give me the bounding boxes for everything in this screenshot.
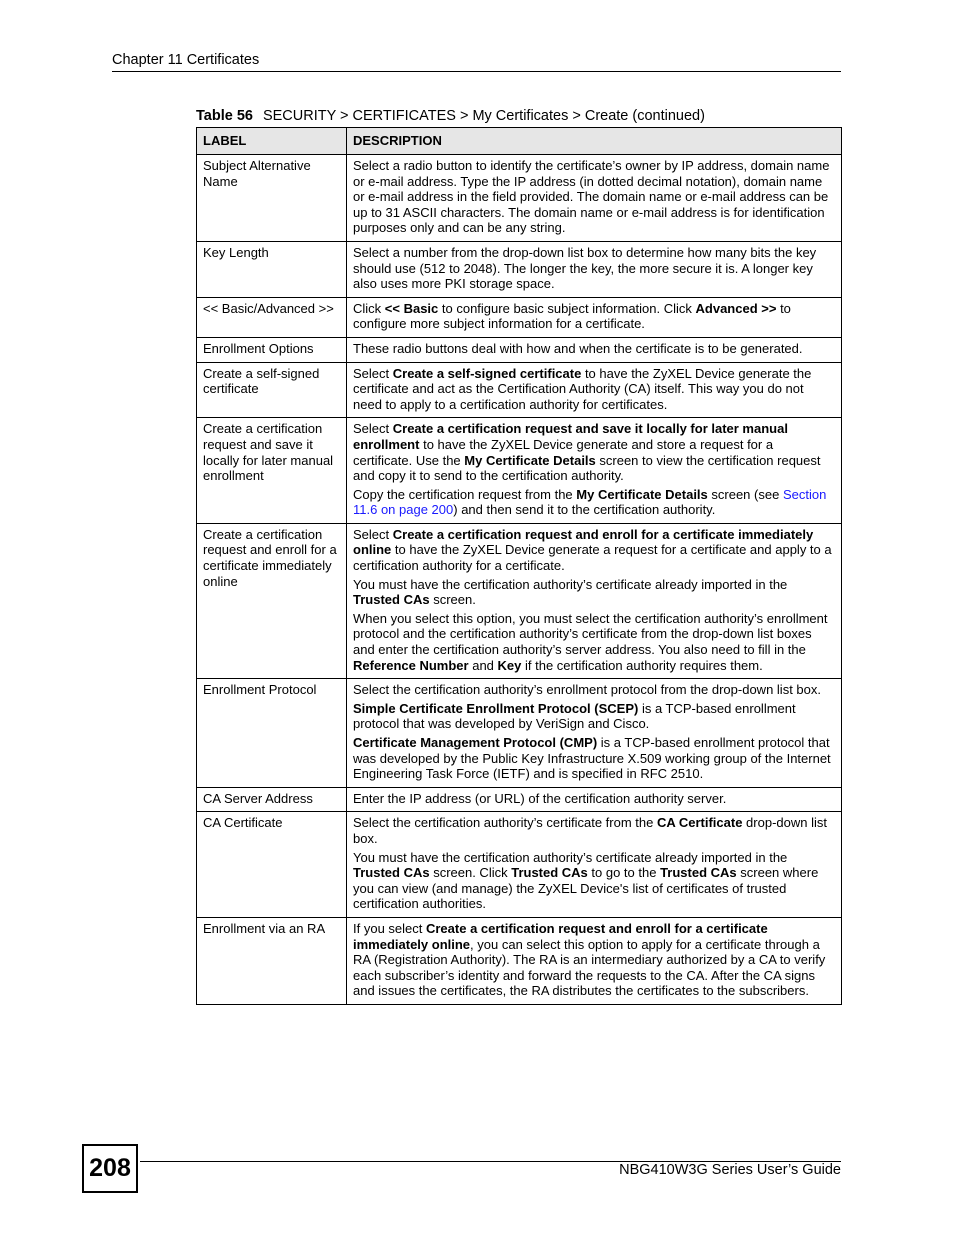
bold-term: Create a certification request and save it locally for later manual enrollment bbox=[353, 421, 788, 452]
description-paragraph bbox=[353, 245, 835, 292]
description-paragraph bbox=[353, 421, 835, 483]
bold-term: My Certificate Details bbox=[576, 486, 708, 502]
description-paragraph bbox=[353, 682, 835, 698]
description-paragraph bbox=[353, 611, 835, 673]
row-label: Subject Alternative Name bbox=[197, 155, 347, 242]
description-text: You must have the certification authority’s certificate already imported in the bbox=[353, 849, 788, 865]
description-text: Select a number from the drop-down list box to determine how many bits the key should use (512 to 2048). The longer the key, the more secure it is. A longer key also uses more PKI storage space. bbox=[353, 244, 817, 292]
row-description bbox=[347, 523, 842, 678]
row-description bbox=[347, 241, 842, 297]
section-link[interactable]: Section 11.6 on page 200 bbox=[353, 486, 827, 518]
guide-title: NBG410W3G Series User’s Guide bbox=[619, 1162, 841, 1178]
row-description bbox=[347, 155, 842, 242]
row-label: << Basic/Advanced >> bbox=[197, 297, 347, 337]
description-text: When you select this option, you must select the certification authority’s enrollment protocol and the certification authority’s certificate from the drop-down list boxes and enter the certification authority’s server address. You also need to fill in the bbox=[353, 610, 828, 658]
description-text: to configure basic subject information. Click bbox=[438, 300, 696, 316]
row-label: Key Length bbox=[197, 241, 347, 297]
description-text: Select bbox=[353, 421, 393, 437]
description-text: If you select bbox=[353, 920, 426, 936]
table-row bbox=[197, 297, 842, 337]
description-paragraph bbox=[353, 815, 835, 846]
row-label: Create a self-signed certificate bbox=[197, 362, 347, 418]
row-description bbox=[347, 362, 842, 418]
description-paragraph bbox=[353, 301, 835, 332]
description-text: Select bbox=[353, 526, 393, 542]
chapter-header: Chapter 11 Certificates bbox=[112, 52, 260, 68]
description-text: , you can select this option to apply for a certificate through a RA (Registration Authority). The RA is an intermediary authorized by a CA to verify each subscriber’s identity and forward the requests to the CA. After the CA signs and issues the certificates, the RA distributes the certificates to the subscribers. bbox=[353, 936, 826, 999]
row-description bbox=[347, 812, 842, 918]
row-description bbox=[347, 917, 842, 1004]
description-text: is a TCP-based enrollment protocol that was developed by VeriSign and Cisco. bbox=[353, 700, 796, 732]
table-row bbox=[197, 787, 842, 812]
description-text: drop-down list box. bbox=[353, 815, 827, 846]
description-text: to have the ZyXEL Device generate a request for a certificate and apply to a certification authority for a certificate. bbox=[353, 542, 832, 574]
bold-term: Certificate Management Protocol (CMP) bbox=[353, 735, 598, 750]
description-paragraph bbox=[353, 701, 835, 732]
description-text: screen. Click bbox=[429, 865, 512, 881]
table-row bbox=[197, 679, 842, 788]
row-description bbox=[347, 787, 842, 812]
description-text: to go to the bbox=[587, 865, 661, 881]
description-text: to configure more subject information for a certificate. bbox=[353, 300, 791, 332]
description-column-header: DESCRIPTION bbox=[347, 128, 842, 155]
description-text: and bbox=[468, 657, 498, 673]
description-text: Select bbox=[353, 365, 393, 381]
table-number: Table 56 bbox=[196, 108, 253, 124]
row-label: Enrollment via an RA bbox=[197, 917, 347, 1004]
row-description bbox=[347, 418, 842, 524]
label-column-header: LABEL bbox=[197, 128, 347, 155]
description-paragraph bbox=[353, 921, 835, 999]
description-paragraph bbox=[353, 735, 835, 782]
description-paragraph bbox=[353, 791, 835, 807]
bold-term: Trusted CAs bbox=[511, 865, 588, 881]
description-paragraph bbox=[353, 366, 835, 413]
bold-term: My Certificate Details bbox=[464, 452, 596, 468]
table-row bbox=[197, 917, 842, 1004]
row-label: CA Certificate bbox=[197, 812, 347, 918]
table-row bbox=[197, 241, 842, 297]
bold-term: Trusted CAs bbox=[353, 592, 430, 608]
row-description bbox=[347, 679, 842, 788]
description-paragraph bbox=[353, 487, 835, 518]
bold-term: Create a self-signed certificate bbox=[392, 365, 582, 381]
bold-term: Key bbox=[497, 657, 522, 673]
bold-term: Create a certification request and enroll for a certificate immediately online bbox=[353, 526, 814, 558]
description-text: to have the ZyXEL Device generate the certificate and act as the Certification Authority (CA) itself. This way you do not need to apply to a certification authority for certificates. bbox=[353, 365, 812, 412]
bold-term: << Basic bbox=[384, 300, 439, 316]
bold-term: Advanced >> bbox=[695, 300, 777, 316]
table-caption bbox=[196, 108, 705, 124]
description-paragraph bbox=[353, 577, 835, 608]
bold-term: CA Certificate bbox=[656, 815, 743, 831]
description-paragraph bbox=[353, 341, 835, 357]
description-text: screen (see bbox=[707, 486, 783, 502]
table-title: SECURITY > CERTIFICATES > My Certificates > Create (continued) bbox=[262, 108, 705, 124]
row-label: Create a certification request and save it locally for later manual enrollment bbox=[197, 418, 347, 524]
description-text: Click bbox=[353, 300, 385, 316]
row-description bbox=[347, 337, 842, 362]
table-row bbox=[197, 337, 842, 362]
row-label: CA Server Address bbox=[197, 787, 347, 812]
bold-term: Create a certification request and enroll for a certificate immediately online bbox=[353, 920, 768, 952]
table-row bbox=[197, 812, 842, 918]
description-text: Select the certification authority’s certificate from the bbox=[353, 815, 657, 831]
description-text: screen to view the certification request and copy it to send to the certification authority. bbox=[353, 452, 821, 484]
row-description bbox=[347, 297, 842, 337]
description-text: screen. bbox=[429, 592, 476, 608]
description-paragraph bbox=[353, 850, 835, 912]
description-paragraph bbox=[353, 527, 835, 574]
table-row bbox=[197, 418, 842, 524]
description-text: You must have the certification authority’s certificate already imported in the bbox=[353, 576, 788, 592]
description-text: ) and then send it to the certification authority. bbox=[453, 502, 716, 518]
table-row bbox=[197, 155, 842, 242]
description-text: Select a radio button to identify the certificate’s owner by IP address, domain name or e-mail address. Type the IP address (in dotted decimal notation), domain name or e-mail address in the field provided. The domain name or e-mail address can be up to 31 ASCII characters. The domain name or e-mail address is for identification purposes only and can be any string. bbox=[353, 158, 830, 236]
description-text: to have the ZyXEL Device generate and store a request for a certificate. Use the bbox=[353, 436, 774, 468]
description-text: Enter the IP address (or URL) of the certification authority server. bbox=[353, 790, 727, 806]
row-label: Enrollment Options bbox=[197, 337, 347, 362]
table-header-row bbox=[197, 128, 842, 155]
bold-term: Simple Certificate Enrollment Protocol (SCEP) bbox=[353, 700, 639, 716]
description-text: Copy the certification request from the bbox=[353, 486, 577, 502]
description-text: is a TCP-based enrollment protocol that was developed by the Public Key Infrastructure X.509 working group of the Internet Engineering Task Force (IETF) and is specified in RFC 2510. bbox=[353, 735, 831, 782]
table-body bbox=[197, 155, 842, 1005]
row-label: Enrollment Protocol bbox=[197, 679, 347, 788]
page-number: 208 bbox=[82, 1144, 138, 1193]
bold-term: Trusted CAs bbox=[353, 865, 430, 881]
description-text: if the certification authority requires them. bbox=[521, 657, 763, 673]
bold-term: Reference Number bbox=[353, 657, 469, 673]
certificates-table bbox=[196, 127, 842, 1005]
header-rule bbox=[112, 71, 841, 72]
row-label: Create a certification request and enroll for a certificate immediately online bbox=[197, 523, 347, 678]
description-text: These radio buttons deal with how and when the certificate is to be generated. bbox=[353, 340, 803, 356]
table-row bbox=[197, 362, 842, 418]
description-text: screen where you can view (and manage) the ZyXEL Device's list of certificates of trusted certification authorities. bbox=[353, 865, 819, 912]
description-text: Select the certification authority’s enrollment protocol from the drop-down list box. bbox=[353, 682, 821, 698]
table-row bbox=[197, 523, 842, 678]
bold-term: Trusted CAs bbox=[660, 865, 737, 881]
description-paragraph bbox=[353, 158, 835, 236]
